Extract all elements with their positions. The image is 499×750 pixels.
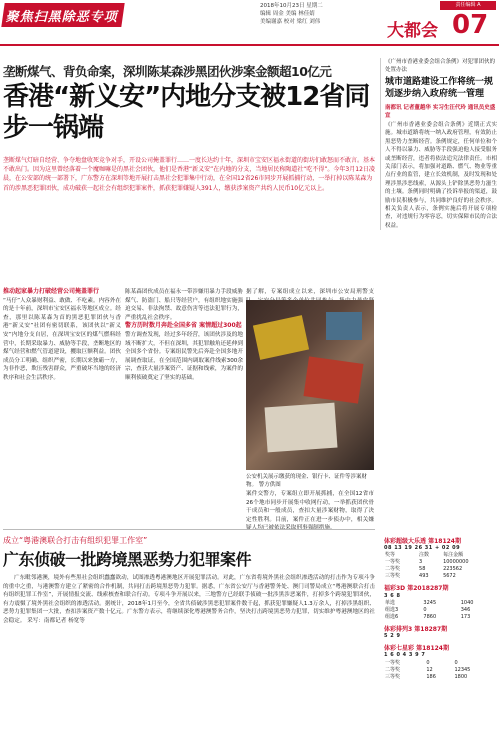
article-column-1 [3,288,121,383]
page-tag: 责任编辑 A [440,1,496,10]
masthead [0,0,499,46]
article-headline: 香港“新义安”内地分支被12省同步一锅端 [3,82,370,143]
article-lead: 垄断煤气灯暗自经营、争夺地盘收死竞争对手，开设公司掩盖罪行……一度长达约十年，深圳市宝安区福永街道的街坊们敢怒而不敢言。基本不敢出门。因为这里曾经落着一个魔咖嘛是的黑社会团伙，他们是香港“新义安”在内地的分支，当地居民称陶道社“吃不得”。今年3月12日凌晨，在公安部的统一部署下，广东警方在深圳等地开展打击黑社会犯罪集中行动，在全国12省26市同步开展抓捕行动，一举打掉以陈某森为首的涉黑恶犯罪团伙，成功破获一起社会有组织犯罪案件，抓获犯罪嫌疑人391人，缴获涉案资产共约人民币10亿元以上。 [3,157,376,192]
prize-table: 单选 3245 1040 组选3 0 346 组选6 7860 173 [385,599,474,620]
masthead-meta [260,2,380,26]
article-column-2 [125,288,243,383]
photo-caption: 公安机关展示缴获的现金、银行卡、证件等涉案财物。 警方供图 [246,474,368,488]
subheading: 推动起家暴力打破经营公司掩盖罪行 [3,288,100,295]
paragraph: 陈某森团伙成员在福永一带涉嫌用暴力手段威胁煤气、防盗门、船只等经营户，有组织地实施强迫交易、非法拘禁、故意伤害等违法犯罪行为，严重扰乱社会秩序。 [125,289,243,321]
article2-body: 广东毗邻港澳，境外有些黑社会组织蠢蠢欲动，试图渗透粤港澳地区开展犯罪活动。对此，广东省将境外黑社会组织渗透活动的打击作为专项斗争的重中之重，与港澳警方建立了紧密的合作机制，共同打击跨境黑恶势力犯罪。据悉，广东省公安厅与香港警务处、澳门司警局成立“粤港澳联合打击有组织犯罪工作室”，开展情报交流、线索核查和联合行动。专项斗争开展以来，三地警方已经联手侦破一批涉黑涉恶案件，打掉多个跨境犯罪团伙，有力震慑了境外黑社会组织的渗透活动。据统计，2018年1月至今，全省共侦破涉黑恶犯罪案件数千起，抓获犯罪嫌疑人1.3万余人，打掉涉黑组织、恶势力犯罪集团一大批，查扣涉案资产数十亿元。广东警方表示，将继续深化粤港澳警务合作，坚决打击跨境黑恶势力犯罪，切实维护粤港澳地区的社会稳定。 采写：南都记者 杨宽等 [3,575,375,624]
lottery-results [380,533,497,681]
lottery-numbers: 5 2 9 [384,633,401,640]
lottery-numbers: 3 6 8 [384,592,401,599]
article-kicker: 垄断煤气、背负命案，深圳陈某森涉黑团伙涉案金额超10亿元 [3,64,332,79]
subheading: 警方历时数月奔赴全国多省 案情超过300起 [125,322,242,330]
section-logo: 聚焦扫黑除恶专项斗争 [1,3,124,27]
sidebar-body: 《广州市香港业委会组合条例》近期正式实施。城市道路将统一纳入政府管理，有效防止黑恶势力垄断经营。条例规定，任何单位和个人不得以暴力、威胁等手段强迫他人接受服务或垄断经营，违者将依法追究法律责任。市相关部门表示，将加强对道路、燃气、物业等重点行业的监管，建立长效机制，及时发现和处理涉黑涉恶线索，从源头上铲除黑恶势力滋生的土壤。条例同时明确了投诉举报的渠道，鼓励市民积极参与，共同维护良好的社会秩序。相关负责人表示，条例实施后将开展专项检查，对违规行为零容忍，切实保障市民的合法权益。 [385,122,497,229]
prize-table: 一等奖 0 0 二等奖 12 12345 三等奖 186 1800 [385,659,471,680]
lottery-title: 体彩超级大乐透 第18124期 [384,538,461,545]
editors-credit: 编辑 周金 美编 林佳婧 [260,11,315,17]
proof-credit: 美编谢嘉 校对 梁红 刘伟 [260,19,321,25]
divider [3,529,375,530]
lottery-numbers: 08 13 19 26 31 + 02 09 [384,545,461,552]
paragraph: 案件交警方，专案组立即开展抓捕，在全国12省市26个地市同步开展集中收网行动，一举抓获团伙骨干成员和一般成员，查扣大量涉案财物，取得了决定性胜利。目前，案件正在进一步侦办中，相关嫌 [246,491,374,523]
paragraph: “马仔”人众暴财利益、敢做、不吃素。内容外在的是十年前，深圳市宝安区福永等地区成立。经查，那里以陈某森为首的黑恶犯罪团伙与香港“新义安”社团有密切联系，该团伙以“新义安”内地分支自居，在深圳宝安区的煤气燃料经营中，长期采取暴力、威胁等手段，垄断地区的煤气经营和燃气管道建设，攫取巨额利益。团伙成员分工明确、组织严密，长期以来独霸一方，为非作恶，欺压残害群众，严重破坏当地的经济秩序和社会生活秩序。 [3,297,121,381]
sidebar-headline: 城市道路建设工作将统一规划逐步纳入政府统一管理 [385,77,494,99]
paragraph: 据了解，专案组成立以来，深圳市公安局刑警支 [246,289,374,295]
lottery-numbers: 1 6 0 4 3 9 7 [384,652,426,659]
section-title: 大都会 [387,21,438,41]
sidebar-article [380,58,497,230]
article2-headline: 广东侦破一批跨境黑恶势力犯罪案件 [3,550,252,569]
evidence-photo [246,300,374,470]
prize-table: 奖等 注数 每注金额 一等奖 3 10000000 二等奖 58 223562 三等奖 493 5672 [385,552,469,580]
lottery-title: 体彩七星彩 第18124期 [384,645,449,653]
sidebar-byline: 南都讯 记者董越华 实习生汪代玲 通讯员史盛宣 [385,105,496,119]
sidebar-kicker: 《广州市香港业委会组合条例》对犯罪团伙的处置办法 [385,59,496,73]
lottery-title: 福彩3D 第2018287期 [384,585,449,593]
page-number: 07 [452,10,489,40]
article-column-3-top [246,288,374,300]
issue-date: 2018年10月23日 星期二 [260,3,323,9]
lottery-title: 体彩排列3 第18287期 [384,625,448,633]
article2-kicker: 成立“粤港澳联合打击有组织犯罪工作室” [3,536,148,545]
article-column-3 [246,490,374,526]
paragraph: 警方调查发现，经过多年经营，该团伙涉及的地域不断扩大，不但在深圳，其犯罪触角还延伸到全国多个省份。专案组民警先后奔赴全国多地开展调查取证，在全国范围内调取案件线索300余宗，查获大量涉案资产、证据和线索，为案件的顺利侦破奠定了坚实的基础。 [125,331,243,381]
